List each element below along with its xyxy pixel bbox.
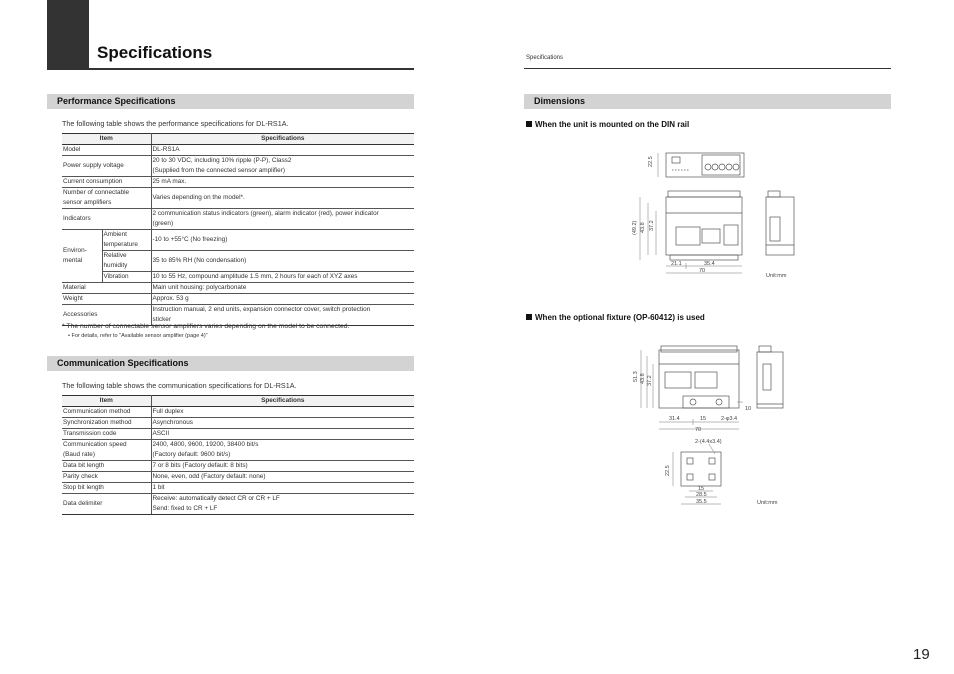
table-row	[62, 283, 414, 294]
table-row	[62, 429, 414, 440]
env-group	[62, 230, 102, 283]
col-spec: Specifications	[151, 134, 414, 145]
square-bullet-icon	[526, 314, 532, 320]
item-line: temperature	[103, 241, 138, 248]
communication-table	[62, 395, 414, 515]
table-row	[62, 418, 414, 429]
row-item: Power supply voltage	[62, 156, 151, 177]
dim-label: 51.3	[633, 371, 639, 382]
spec-line: 2 communication status indicators (green), alarm indicator (red), power indicator	[152, 210, 379, 217]
spec-line: (green)	[152, 220, 174, 227]
row-item: Synchronization method	[62, 418, 151, 429]
row-item: Weight	[62, 294, 151, 305]
din-rail-drawing	[620, 145, 800, 280]
row-spec	[151, 440, 414, 461]
table-row	[62, 188, 414, 209]
row-item: Parity check	[62, 472, 151, 483]
col-spec: Specifications	[151, 396, 414, 407]
communication-heading: Communication Specifications	[47, 356, 414, 371]
performance-intro: The following table shows the performance specifications for DL-RS1A.	[62, 119, 289, 128]
spec-line: sticker	[152, 316, 171, 323]
row-spec: None, even, odd (Factory default: none)	[151, 472, 414, 483]
row-spec: ASCII	[151, 429, 414, 440]
dimensions-heading: Dimensions	[524, 94, 891, 109]
dim-label: 37.2	[649, 220, 655, 231]
table-row	[62, 294, 414, 305]
table-row	[62, 209, 414, 230]
row-item: Model	[62, 145, 151, 156]
dim-label: 10	[745, 406, 752, 412]
row-spec: DL-RS1A	[151, 145, 414, 156]
square-bullet-icon	[526, 121, 532, 127]
spec-line: Instruction manual, 2 end units, expansion connector cover, switch protection	[152, 306, 371, 313]
footnote: * The number of connectable sensor amplifiers varies depending on the model to be connected.	[62, 323, 350, 330]
row-spec: Main unit housing: polycarbonate	[151, 283, 414, 294]
table-row	[62, 156, 414, 177]
item-line: sensor amplifiers	[63, 199, 112, 206]
row-spec: Varies depending on the model*.	[151, 188, 414, 209]
row-spec: 1 bit	[151, 483, 414, 494]
fixture-drawing	[625, 342, 795, 510]
table-header-row	[62, 134, 414, 145]
performance-heading: Performance Specifications	[47, 94, 414, 109]
row-item: Accessories	[62, 305, 151, 326]
dim-label: 31.4	[669, 416, 680, 422]
dim-label: 35.4	[704, 261, 715, 267]
row-spec	[151, 209, 414, 230]
performance-table	[62, 133, 414, 326]
item-line: Communication speed	[63, 441, 127, 448]
table-row	[62, 461, 414, 472]
group-line: mental	[63, 257, 83, 264]
communication-intro: The following table shows the communication specifications for DL-RS1A.	[62, 381, 297, 390]
row-item: Current consumption	[62, 177, 151, 188]
row-item	[62, 188, 151, 209]
running-head: Specifications	[526, 55, 564, 61]
row-item: Indicators	[62, 209, 151, 230]
table-row	[62, 177, 414, 188]
dim-label: 35.5	[696, 499, 707, 505]
row-item: Communication method	[62, 407, 151, 418]
group-line: Environ-	[63, 247, 87, 254]
dim-label: 70	[699, 268, 706, 274]
row-spec: 7 or 8 bits (Factory default: 8 bits)	[151, 461, 414, 472]
dim-label: 37.2	[647, 375, 653, 386]
row-item: Vibration	[102, 272, 151, 283]
spec-line: 2400, 4800, 9600, 19200, 38400 bit/s	[152, 441, 259, 448]
row-spec: Approx. 53 g	[151, 294, 414, 305]
spec-line: 20 to 30 VDC, including 10% ripple (P-P), Class2	[152, 157, 292, 164]
table-row	[62, 440, 414, 461]
dim-label: 43.8	[640, 222, 646, 233]
dim-label: 70	[695, 427, 702, 433]
unit-label: Unit:mm	[757, 500, 778, 506]
dim-label: 22.5	[665, 465, 671, 476]
row-spec: -10 to +55°C (No freezing)	[151, 230, 414, 251]
row-item: Stop bit length	[62, 483, 151, 494]
table-row	[62, 483, 414, 494]
din-rail-heading-text: When the unit is mounted on the DIN rail	[535, 120, 690, 129]
item-line: humidity	[103, 262, 128, 269]
dim-label: (49.2)	[632, 220, 638, 235]
row-spec	[151, 494, 414, 515]
item-line: Ambient	[103, 231, 127, 238]
item-line: Number of connectable	[63, 189, 130, 196]
dim-label: 15	[698, 486, 705, 492]
dim-label: 15	[700, 416, 707, 422]
row-item	[102, 251, 151, 272]
row-item: Transmission code	[62, 429, 151, 440]
page-number: 19	[913, 646, 930, 663]
row-item: Material	[62, 283, 151, 294]
spec-line: (Factory default: 9600 bit/s)	[152, 451, 231, 458]
footnote-sub: • For details, refer to "Available sensor amplifier (page 4)"	[68, 333, 208, 339]
table-row	[62, 272, 414, 283]
row-spec: Asynchronous	[151, 418, 414, 429]
table-row	[62, 230, 414, 251]
row-spec: 10 to 55 Hz, compound amplitude 1.5 mm, 2 hours for each of XYZ axes	[151, 272, 414, 283]
dim-label: 2-(4.4x3.4)	[695, 439, 722, 445]
dim-label: 43.8	[640, 373, 646, 384]
unit-label: Unit:mm	[766, 273, 787, 279]
table-header-row	[62, 396, 414, 407]
dim-label: 21.1	[671, 261, 682, 267]
row-spec: 25 mA max.	[151, 177, 414, 188]
title-rule	[47, 68, 414, 70]
dim-label: 2-φ3.4	[721, 416, 738, 422]
row-item	[62, 440, 151, 461]
spec-line: Send: fixed to CR + LF	[152, 505, 218, 512]
din-rail-heading	[526, 120, 689, 129]
row-spec: Full duplex	[151, 407, 414, 418]
dim-label: 28.5	[696, 492, 707, 498]
chapter-tab	[47, 0, 89, 70]
fixture-heading	[526, 313, 705, 322]
row-item	[102, 230, 151, 251]
fixture-heading-text: When the optional fixture (OP-60412) is used	[535, 313, 705, 322]
table-row	[62, 145, 414, 156]
page-title: Specifications	[97, 43, 213, 62]
spec-line: Receive: automatically detect CR or CR + LF	[152, 495, 280, 502]
table-row	[62, 251, 414, 272]
item-line: Relative	[103, 252, 127, 259]
spec-line: (Supplied from the connected sensor amplifier)	[152, 167, 285, 174]
row-spec: 35 to 85% RH (No condensation)	[151, 251, 414, 272]
col-item: Item	[62, 396, 151, 407]
item-line: (Baud rate)	[63, 451, 95, 458]
row-item: Data delimiter	[62, 494, 151, 515]
table-row	[62, 472, 414, 483]
table-row	[62, 407, 414, 418]
row-spec	[151, 156, 414, 177]
table-row	[62, 494, 414, 515]
dim-label: 22.5	[648, 156, 654, 167]
col-item: Item	[62, 134, 151, 145]
header-rule	[524, 68, 891, 69]
row-item: Data bit length	[62, 461, 151, 472]
